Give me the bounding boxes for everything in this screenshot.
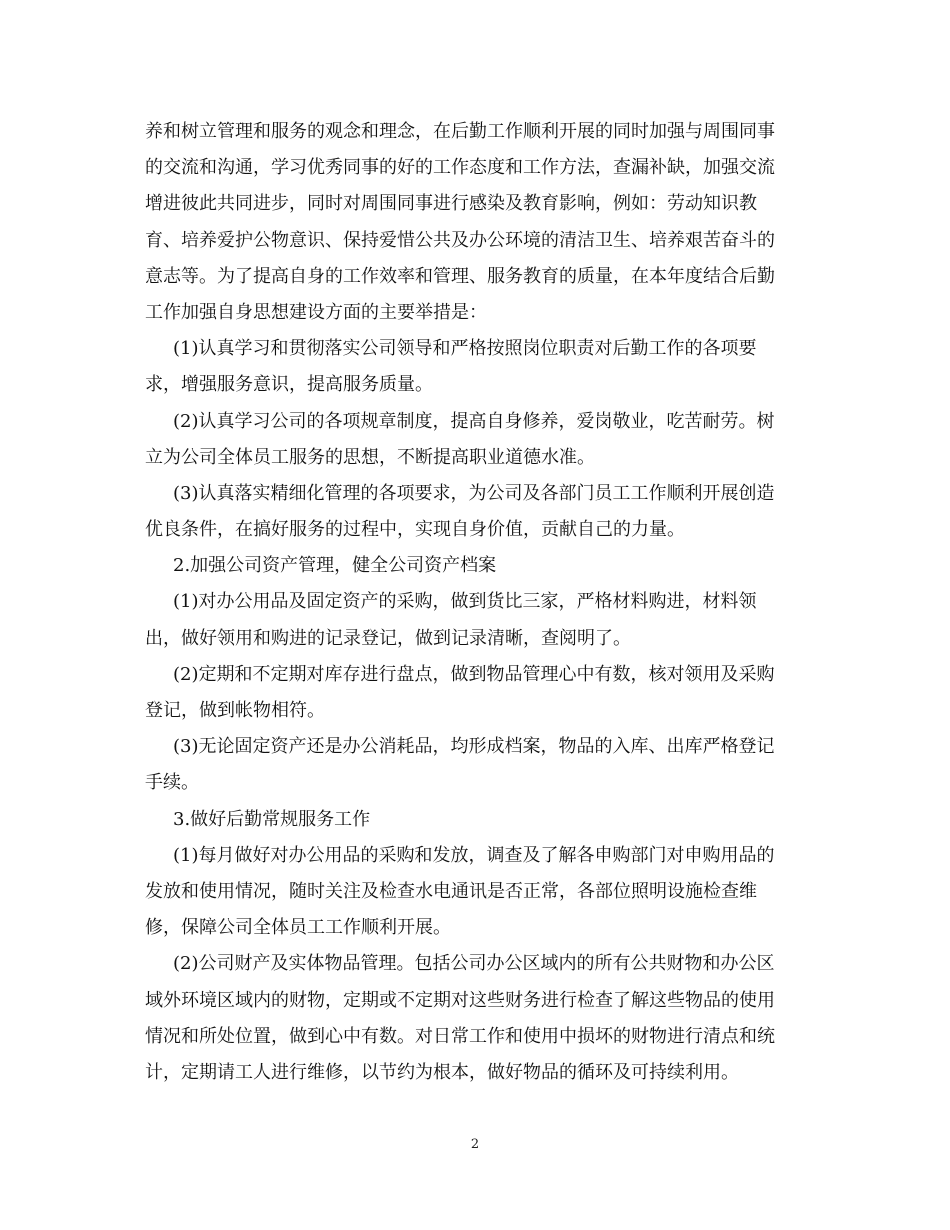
text-line: 育、培养爱护公物意识、保持爱惜公共及办公环境的清洁卫生、培养艰苦奋斗的 <box>145 229 775 251</box>
text-line: 手续。 <box>145 772 199 794</box>
text-line: (1)认真学习和贯彻落实公司领导和严格按照岗位职责对后勤工作的各项要 <box>173 338 757 360</box>
text-line: 优良条件，在搞好服务的过程中，实现自身价值，贡献自己的力量。 <box>145 519 685 541</box>
page-number: 2 <box>470 1137 480 1152</box>
section-heading: 2.加强公司资产管理，健全公司资产档案 <box>173 555 497 577</box>
text-line: 意志等。为了提高自身的工作效率和管理、服务教育的质量，在本年度结合后勤 <box>145 265 775 287</box>
text-line: (3)认真落实精细化管理的各项要求，为公司及各部门员工工作顺利开展创造 <box>173 482 775 504</box>
text-line: (2)定期和不定期对库存进行盘点，做到物品管理心中有数，核对领用及采购 <box>173 663 775 685</box>
text-line: (2)公司财产及实体物品管理。包括公司办公区域内的所有公共财物和办公区 <box>173 953 775 975</box>
text-line: 的交流和沟通，学习优秀同事的好的工作态度和工作方法，查漏补缺，加强交流 <box>145 157 775 179</box>
text-line: 修，保障公司全体员工工作顺利开展。 <box>145 917 451 939</box>
section-heading: 3.做好后勤常规服务工作 <box>173 808 371 830</box>
text-line: (2)认真学习公司的各项规章制度，提高自身修养，爱岗敬业，吃苦耐劳。树 <box>173 410 775 432</box>
text-line: 立为公司全体员工服务的思想，不断提高职业道德水准。 <box>145 446 595 468</box>
text-line: (1)每月做好对办公用品的采购和发放，调查及了解各申购部门对申购用品的 <box>173 844 775 866</box>
text-line: 求，增强服务意识，提高服务质量。 <box>145 374 433 396</box>
body-text <box>145 114 809 1091</box>
text-line: 增进彼此共同进步，同时对周围同事进行感染及教育影响，例如：劳动知识教 <box>145 193 757 215</box>
text-line: (1)对办公用品及固定资产的采购，做到货比三家，严格材料购进，材料领 <box>173 591 757 613</box>
text-line: 出，做好领用和购进的记录登记，做到记录清晰，查阅明了。 <box>145 627 631 649</box>
text-line: 发放和使用情况，随时关注及检查水电通讯是否正常，各部位照明设施检查维 <box>145 880 757 902</box>
text-line: (3)无论固定资产还是办公消耗品，均形成档案，物品的入库、出库严格登记 <box>173 736 775 758</box>
text-line: 域外环境区域内的财物，定期或不定期对这些财务进行检查了解这些物品的使用 <box>145 989 775 1011</box>
text-line: 养和树立管理和服务的观念和理念，在后勤工作顺利开展的同时加强与周围同事 <box>145 121 775 142</box>
text-line: 情况和所处位置，做到心中有数。对日常工作和使用中损坏的财物进行清点和统 <box>145 1025 775 1047</box>
text-line: 工作加强自身思想建设方面的主要举措是： <box>145 301 487 323</box>
text-line: 计，定期请工人进行维修，以节约为根本，做好物品的循环及可持续利用。 <box>145 1061 739 1083</box>
text-line: 登记，做到帐物相符。 <box>145 700 325 721</box>
